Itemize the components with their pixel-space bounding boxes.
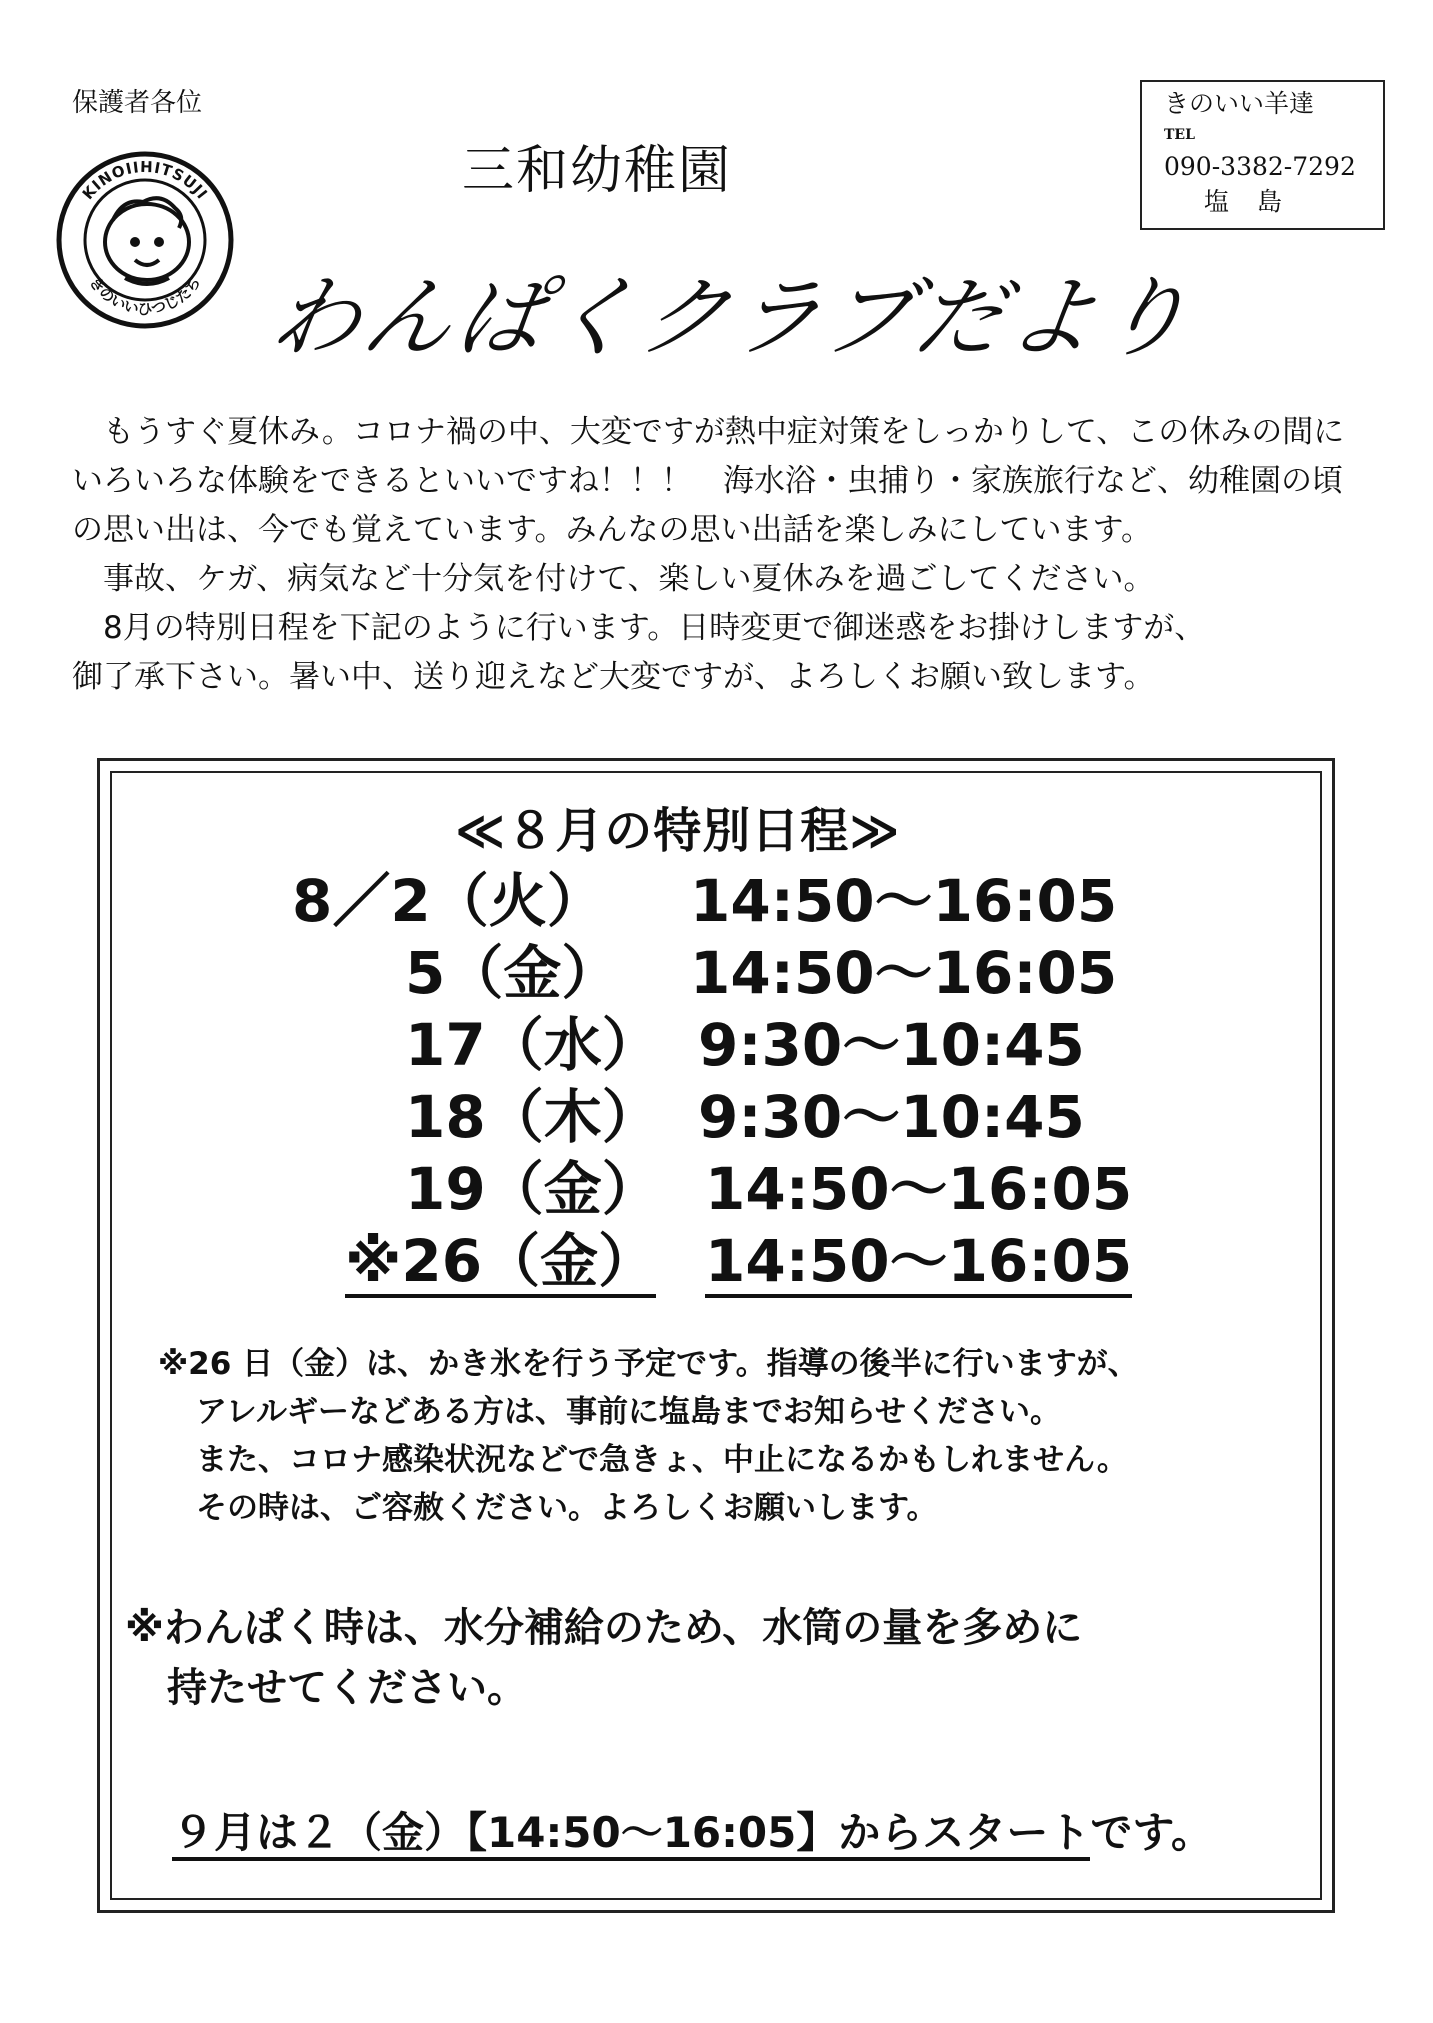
schedule-time: 14:50～16:05 bbox=[705, 1228, 1132, 1298]
schedule-time: 9:30～10:45 bbox=[698, 1083, 1085, 1151]
note-line: ※26 日（金）は、かき氷を行う予定です。指導の後半に行いますが、 bbox=[158, 1346, 1139, 1382]
intro-line: の思い出は、今でも覚えています。みんなの思い出話を楽しみにしています。 bbox=[72, 512, 1153, 548]
intro-line: 事故、ケガ、病気など十分気を付けて、楽しい夏休みを過ごしてください。 bbox=[72, 561, 1155, 597]
schedule-date: 19（金） bbox=[405, 1155, 660, 1223]
september-start-note bbox=[172, 1800, 1213, 1860]
schedule-date: 18（木） bbox=[405, 1083, 660, 1151]
contact-name: 塩 島 bbox=[1204, 187, 1292, 216]
schedule-time: 14:50～16:05 bbox=[690, 939, 1118, 1007]
note-line: アレルギーなどある方は、事前に塩島までお知らせください。 bbox=[196, 1394, 1062, 1430]
intro-line: 御了承下さい。暑い中、送り迎えなど大変ですが、よろしくお願い致します。 bbox=[72, 659, 1155, 695]
contact-box bbox=[1140, 80, 1385, 230]
water-line: 持たせてください。 bbox=[167, 1665, 527, 1711]
schedule-row bbox=[0, 868, 1433, 934]
school-name: 三和幼稚園 bbox=[462, 141, 733, 201]
contact-phone: 090-3382-7292 bbox=[1164, 152, 1356, 181]
logo-top-text: KINOIIHITSUJI bbox=[78, 157, 212, 204]
logo-bottom-text: きのいいひつじたち bbox=[85, 273, 205, 318]
intro-line: いろいろな体験をできるといいですね！！！ 海水浴・虫捕り・家族旅行など、幼稚園の頃 bbox=[72, 463, 1343, 499]
intro-line: 8月の特別日程を下記のように行います。日時変更で御迷惑をお掛けしますが、 bbox=[72, 610, 1206, 646]
contact-org: きのいい羊達 bbox=[1164, 89, 1315, 118]
newsletter-title: わんぱくクラブだより bbox=[263, 266, 1202, 369]
addressee: 保護者各位 bbox=[72, 88, 203, 118]
september-suffix: です。 bbox=[1090, 1808, 1214, 1857]
tel-label: TEL bbox=[1164, 127, 1195, 143]
september-start-text: ９月は２（金）【14:50～16:05】からスタート bbox=[172, 1808, 1090, 1861]
schedule-row bbox=[0, 1084, 1433, 1150]
schedule-time: 14:50～16:05 bbox=[690, 867, 1118, 935]
schedule-row bbox=[0, 940, 1433, 1006]
schedule-row bbox=[0, 1228, 1433, 1294]
water-bottle-note bbox=[125, 1598, 1082, 1718]
sheep-mascot-icon bbox=[55, 150, 235, 330]
shaved-ice-note bbox=[158, 1340, 1139, 1532]
schedule-time: 14:50～16:05 bbox=[705, 1155, 1133, 1223]
schedule-time: 9:30～10:45 bbox=[698, 1011, 1085, 1079]
schedule-row bbox=[0, 1156, 1433, 1222]
schedule-title: ≪８月の特別日程≫ bbox=[455, 803, 901, 859]
note-line: その時は、ご容赦ください。よろしくお願いします。 bbox=[196, 1490, 938, 1526]
water-line: ※わんぱく時は、水分補給のため、水筒の量を多めに bbox=[125, 1605, 1083, 1651]
schedule-row bbox=[0, 1012, 1433, 1078]
schedule-date: 8／2（火） bbox=[292, 867, 605, 935]
schedule-date: 5（金） bbox=[405, 939, 620, 1007]
intro-text bbox=[72, 408, 1372, 702]
schedule-date: 17（水） bbox=[405, 1011, 660, 1079]
schedule-date: ※26（金） bbox=[345, 1228, 656, 1298]
intro-line: もうすぐ夏休み。コロナ禍の中、大変ですが熱中症対策をしっかりして、この休みの間に bbox=[72, 414, 1345, 450]
note-line: また、コロナ感染状況などで急きょ、中止になるかもしれません。 bbox=[196, 1442, 1128, 1478]
